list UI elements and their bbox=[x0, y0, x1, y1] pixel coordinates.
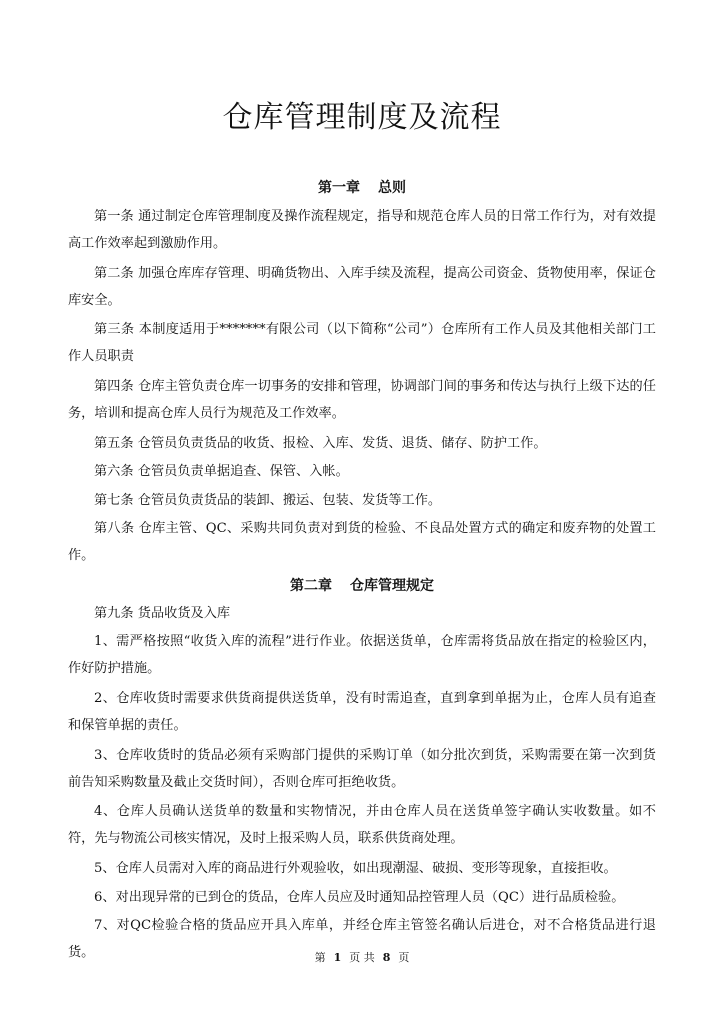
chapter-2-label: 第二章 bbox=[290, 578, 332, 594]
article-5: 第五条 仓管员负责货品的收货、报检、入库、发货、退货、储存、防护工作。 bbox=[94, 436, 547, 451]
footer-suffix: 页 bbox=[398, 951, 410, 964]
chapter-2-name: 仓库管理规定 bbox=[350, 578, 434, 594]
chapter-1-label: 第一章 bbox=[318, 180, 360, 196]
article-7: 第七条 仓管员负责货品的装卸、搬运、包装、发货等工作。 bbox=[94, 493, 442, 508]
clause-6: 6、对出现异常的已到仓的货品，仓库人员应及时通知品控管理人员（QC）进行品质检验。 bbox=[94, 890, 625, 905]
footer-total-pages: 8 bbox=[382, 951, 391, 964]
clause-3: 3、仓库收货时的货品必须有采购部门提供的采购订单（如分批次到货，采购需要在第一次到货前告知采购数量及截止交货时间），否则仓库可拒绝收货。 bbox=[68, 748, 656, 790]
page-footer bbox=[0, 950, 724, 966]
article-8: 第八条 仓库主管、QC、采购共同负责对到货的检验、不良品处置方式的确定和废弃物的处置工作。 bbox=[68, 521, 656, 563]
clause-4: 4、仓库人员确认送货单的数量和实物情况，并由仓库人员在送货单签字确认实收数量。如不符，先与物流公司核实情况，及时上报采购人员，联系供货商处理。 bbox=[68, 804, 656, 846]
article-6: 第六条 仓管员负责单据追查、保管、入帐。 bbox=[94, 464, 349, 479]
article-3: 第三条 本制度适用于*******有限公司（以下简称“公司”）仓库所有工作人员及其他相关部门工作人员职责 bbox=[68, 322, 656, 364]
document-title: 仓库管理制度及流程 bbox=[222, 100, 502, 135]
footer-current-page: 1 bbox=[333, 951, 342, 964]
clause-5: 5、仓库人员需对入库的商品进行外观验收，如出现潮湿、破损、变形等现象，直接拒收。 bbox=[94, 861, 617, 876]
chapter-1-heading bbox=[0, 178, 724, 198]
article-2: 第二条 加强仓库库存管理、明确货物出、入库手续及流程，提高公司资金、货物使用率，保证仓库安全。 bbox=[68, 266, 656, 308]
chapter-1-name: 总则 bbox=[378, 180, 406, 196]
footer-prefix: 第 bbox=[314, 951, 326, 964]
chapter-2-heading bbox=[0, 576, 724, 596]
article-1: 第一条 通过制定仓库管理制度及操作流程规定，指导和规范仓库人员的日常工作行为，对有效提高工作效率起到激励作用。 bbox=[68, 209, 656, 251]
article-4: 第四条 仓库主管负责仓库一切事务的安排和管理，协调部门间的事务和传达与执行上级下达的任务，培训和提高仓库人员行为规范及工作效率。 bbox=[68, 379, 656, 421]
clause-2: 2、仓库收货时需要求供货商提供送货单，没有时需追查，直到拿到单据为止，仓库人员有追查和保管单据的责任。 bbox=[68, 691, 656, 733]
article-9: 第九条 货品收货及入库 bbox=[94, 606, 231, 621]
clause-1: 1、需严格按照“收货入库的流程”进行作业。依据送货单，仓库需将货品放在指定的检验区内，作好防护措施。 bbox=[68, 634, 656, 676]
footer-middle: 页 共 bbox=[349, 951, 375, 964]
clause-7: 7、对QC检验合格的货品应开具入库单，并经仓库主管签名确认后进仓，对不合格货品进行退货。 bbox=[68, 918, 656, 960]
